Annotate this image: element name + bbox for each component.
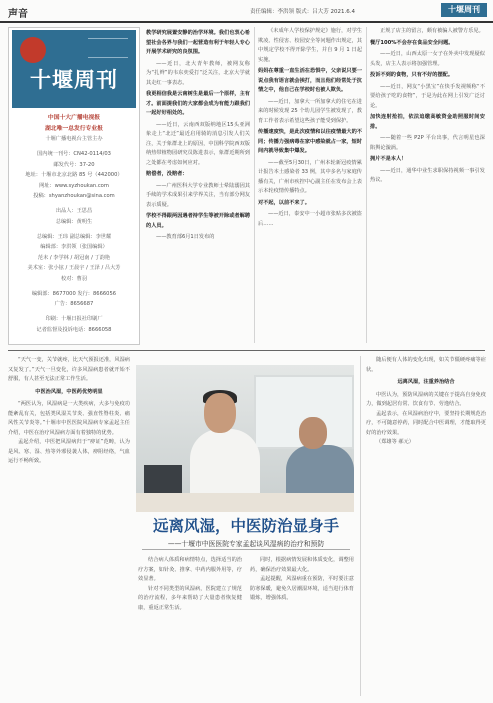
story-paragraph: “两医认为，风湿病是一大类疾病，大多与免疫功能紊乱有关，包括类风湿关节炎、强直性脊柱炎、痛风性关节炎等。”十堰市中医医院风湿病专家孟起主任介绍，中医在治疗风湿病方面有着独特的优势。: [8, 401, 130, 436]
story-paragraph: 中医认为，预防风湿病的关键在于提高自身免疫力，做到起居有常、饮食有节、劳逸结合。: [366, 391, 486, 407]
header-rule: [0, 21, 493, 23]
quote-source: ——近日，山西太原一女子在外卖中发现疑似头发，店主人表示将加强管理。: [370, 51, 485, 67]
masthead-line: 范未 / 李学林 / 胡冠南 / 丁韵艳: [37, 254, 111, 261]
story-paragraph: 孟起介绍，中医把风湿病归于“痹证”范畴，认为是风、寒、湿、热等外邪侵袭人体，痹阻经络，气血运行不畅所致。: [8, 439, 130, 464]
quote-column-3: [370, 27, 485, 343]
story-paragraph: “天气一变，关节就疼，比天气预报还准，风湿病又复发了。”天气一旦变化，许多风湿病患者就开始不舒服，有人甚至无法正常工作生活。: [8, 357, 130, 382]
editor-credit-line: 责任编辑：李洪领 版式：吕大芳 2021.6.4: [250, 9, 355, 15]
quote-source: 《未成年人学校保护规定》施行，对学生欺凌、性侵害、校园安全等问题作出规定，其中规定学校不得开除学生，并自 9 月 1 日起实施。: [258, 28, 362, 63]
column-divider: [254, 27, 255, 343]
story-paragraph: 孟起表示，在风湿病治疗中，要坚持长期规范治疗，不可随意停药，同时配合中医调理，才能取得更好的治疗效果。: [366, 410, 486, 436]
quote-source: ——截至5月30日，广州本轮新冠疫情累计报告本土感染者 33 例，其中多名与家庭传播有关，广州市疾控中心副主任在发布会上表示本轮疫情传播特点。: [258, 159, 362, 194]
quote-source: ——近日，云南西双版纳地区15头亚洲象走上“北迁”最近启用骑的消息引发人们关注，关于象群北上的原因，中国科学院西双版纳热带植物园研究员陈进表示，象群近期所到之处都在考虑如何应对。: [146, 121, 250, 166]
masthead-small-logo: 十堰周刊: [441, 3, 487, 17]
quote-text: 传播速度快，是此次疫情和以往疫情最大的不同；传播力强病毒在家中感染就占一家，短时间内就导致集中爆发。: [258, 129, 362, 154]
quote-source: ——广州医科大学专业教师士晕陆溺因其手续的学术成果引来学界关注，当有部分网友表示质疑。: [146, 182, 250, 208]
masthead-line: 校对：曹羽: [61, 275, 87, 282]
story-paragraph: 同时，根据病情发展和体质变化，调整用药，确保治疗效果最大化。: [250, 557, 354, 573]
quote-column-1: [146, 27, 250, 343]
story-paragraph: 针对不同类型的风湿病，医院建立了规范的治疗流程，多年来帮助了大量患者恢复健康，重返正常生活。: [138, 585, 242, 611]
story-right-column: [366, 356, 486, 696]
quote-source: ——近日，加拿大一所加拿大的住宅在进来的时候发现 25 个幼儿园学生被发现了，教育工作者表示希望这些孩子能受到保护。: [258, 98, 362, 124]
quote-text: 学校不得跟两因遇者持学生等被开除或者解聘的人员。: [146, 213, 250, 229]
story-paragraph: 结合病人体质和病情特点，选择适当的治疗方案，如针灸、推拿、中药内服外用等，疗效显著。: [138, 557, 242, 582]
quote-source: ——随着一些 P2P 平台出事，代言明星也深陷舆论漩涡。: [370, 135, 485, 151]
masthead-line: 中国十大广播电视报: [47, 115, 101, 121]
story-subhead: 中医治风湿，中医药优势明显: [35, 388, 103, 395]
masthead-box: [8, 27, 140, 345]
quote-text: 我更相信我是云南树生是最后一个原样，主有才。前面提我们的大家都会成为有能力跟我们一起好好相处的。: [146, 91, 250, 116]
quote-text: 赔偿者，没赔者：: [146, 171, 188, 177]
quote-column-2: [258, 27, 362, 343]
section-name: 声音: [8, 9, 28, 20]
story-subhead: 远离风湿，注重养治结合: [397, 379, 455, 385]
quote-text: 教学研究展置安静的治学环境。我们也衷心希望社会各界与我们一起营造有利于年轻人专心开展学术研究的良氛围。: [146, 30, 250, 55]
masthead-decoration: [88, 38, 128, 58]
story-subheadline: ——十堰市中医医院专家孟起谈风湿病的治疗和预防: [167, 540, 325, 548]
masthead-line: 美术室：张小铉 / 王晨宇 / 王泽 / 吕大芳: [27, 265, 121, 271]
quote-source: ——教育部6月1日发布的: [156, 234, 215, 240]
quote-source: ——近日，通华中业生求职保持视频一事引发热议。: [370, 167, 485, 183]
section-divider: [8, 350, 485, 351]
masthead-line: 邮发代号：37-20: [53, 161, 95, 168]
quote-source: 正规了店主的留言，颇有被骗人被警方乐见。: [380, 28, 484, 34]
column-divider: [360, 356, 361, 696]
quote-text: 对不起，以前不来了。: [258, 199, 310, 206]
quote-text: 加快连射抢拍，依法追缴高敏资金助照服时间安排。: [370, 114, 485, 130]
column-divider: [366, 27, 367, 343]
story-paragraph: 孟起提醒，风湿病重在预防，平时要注意防寒保暖，避免久居潮湿环境，适当进行体育锻炼，增强体质。: [250, 576, 354, 601]
masthead-line: 投稿：shyanzhoukan@sina.com: [33, 193, 115, 199]
masthead-line: 出品人：王思昌: [55, 208, 93, 214]
masthead-line: 十堰广播电视台主管主办: [45, 136, 103, 142]
quote-text: 投诉不到的食物，只有不好的摆配。: [370, 72, 454, 78]
quote-text: 拥片不是本人！: [370, 156, 407, 162]
quote-source: ——近日，北大青年教师，被网友称为“扎辫”的韦东奕爱打“泛关注，北京大学就其走红一事表态。: [146, 60, 250, 86]
masthead-banner: [12, 30, 136, 108]
quote-source: ——近日，网友“小黑宝”在快手发视频称“不要给孩子吃的食物”，于是为此在网上引发广泛讨论。: [370, 83, 485, 109]
page-header: [0, 0, 493, 22]
seal-icon: [20, 37, 46, 63]
story-left-column: [8, 356, 130, 696]
quote-text: 餐厅100%不会存在食品安全问题。: [370, 39, 454, 46]
masthead-line: 编辑部：8677000 发行：8666056: [31, 290, 117, 297]
masthead-line: 国内统一刊号：CN42-0114/03: [37, 151, 111, 157]
subtitle-rule: [142, 549, 350, 550]
masthead-line: 总编辑：王玮 副总编辑：李世耀: [36, 233, 112, 240]
story-mid-column-2: [250, 556, 354, 696]
story-paragraph: 随后便有人体的变化出现，如关节僵硬疼痛等症状。: [366, 357, 486, 373]
story-paragraph: （郑雄等 郝元）: [376, 439, 414, 445]
masthead-line: 湖北唯一总发行专业报: [45, 125, 103, 132]
masthead-line: 网址：www.syzhoukan.com: [39, 182, 109, 189]
quote-source: ——近日，泰安中一小超市张贴多次被盗后……: [258, 211, 362, 227]
masthead-line: 编辑部：李洪领（张国编辑）: [40, 244, 108, 250]
masthead-line: 印刷：十堰日报社印刷厂: [45, 316, 103, 322]
masthead-line: 地址：十堰市北京北路 85 号（442000）: [25, 172, 123, 178]
story-mid-column: [138, 556, 242, 696]
masthead-line: 广告：8656687: [54, 301, 94, 307]
story-headline: 远离风湿，中医防治显身手: [152, 516, 339, 535]
masthead-title: 十堰周刊: [30, 67, 118, 92]
masthead-line: 总编辑：黄明生: [55, 218, 93, 225]
masthead-line: 记者监督及投诉电话：8666058: [36, 326, 112, 333]
quote-text: 妈妈在尊重一直生活在恐惧中，父亲说只要一说点我有语言就会挨打，而且他们经常处于抗情之中，他自己在学校时也被人欺负。: [258, 68, 362, 93]
doctor-photo: [136, 365, 354, 512]
